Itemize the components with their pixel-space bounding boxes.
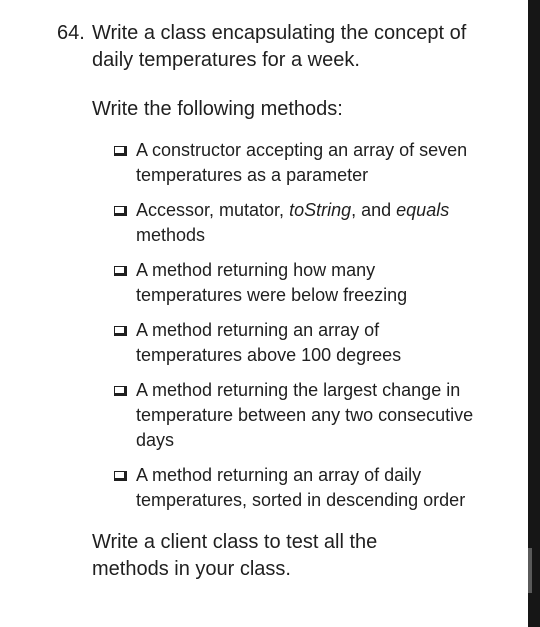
checkbox-icon xyxy=(114,326,127,336)
list-item-text-part: methods xyxy=(136,225,206,245)
exercise-number: 64. xyxy=(57,22,85,44)
list-item xyxy=(114,198,484,248)
list-item-text xyxy=(136,198,484,248)
scrollbar-track[interactable] xyxy=(528,0,540,627)
list-item-text-part: , and xyxy=(351,200,397,220)
list-item xyxy=(114,318,484,368)
methods-list xyxy=(114,138,484,513)
list-item-text: A method returning how many temperatures were below freezing xyxy=(136,260,408,305)
list-item-italic-term: equals xyxy=(396,200,450,220)
list-item-italic-term: toString xyxy=(289,200,352,220)
methods-subheading: Write the following methods: xyxy=(92,98,343,120)
list-item-text: A method returning an array of temperatures above 100 degrees xyxy=(136,320,402,365)
checkbox-icon xyxy=(114,206,127,216)
list-item-text-part: Accessor, mutator, xyxy=(136,200,290,220)
list-item xyxy=(114,258,484,308)
checkbox-icon xyxy=(114,146,127,156)
list-item xyxy=(114,138,484,188)
list-item-text: A constructor accepting an array of seven temperatures as a parameter xyxy=(136,140,468,185)
list-item xyxy=(114,378,484,453)
list-item-text: A method returning an array of daily temperatures, sorted in descending order xyxy=(136,465,466,510)
exercise-heading xyxy=(57,20,497,74)
exercise-text: Write a class encapsulating the concept of daily temperatures for a week. xyxy=(92,22,467,71)
checkbox-icon xyxy=(114,471,127,481)
footer-instruction: Write a client class to test all the methods in your class. xyxy=(92,531,378,580)
list-item-text: A method returning the largest change in temperature between any two consecutive days xyxy=(136,380,474,450)
list-item xyxy=(114,463,484,513)
scrollbar-thumb[interactable] xyxy=(528,548,532,593)
checkbox-icon xyxy=(114,386,127,396)
checkbox-icon xyxy=(114,266,127,276)
document-body xyxy=(57,20,497,583)
